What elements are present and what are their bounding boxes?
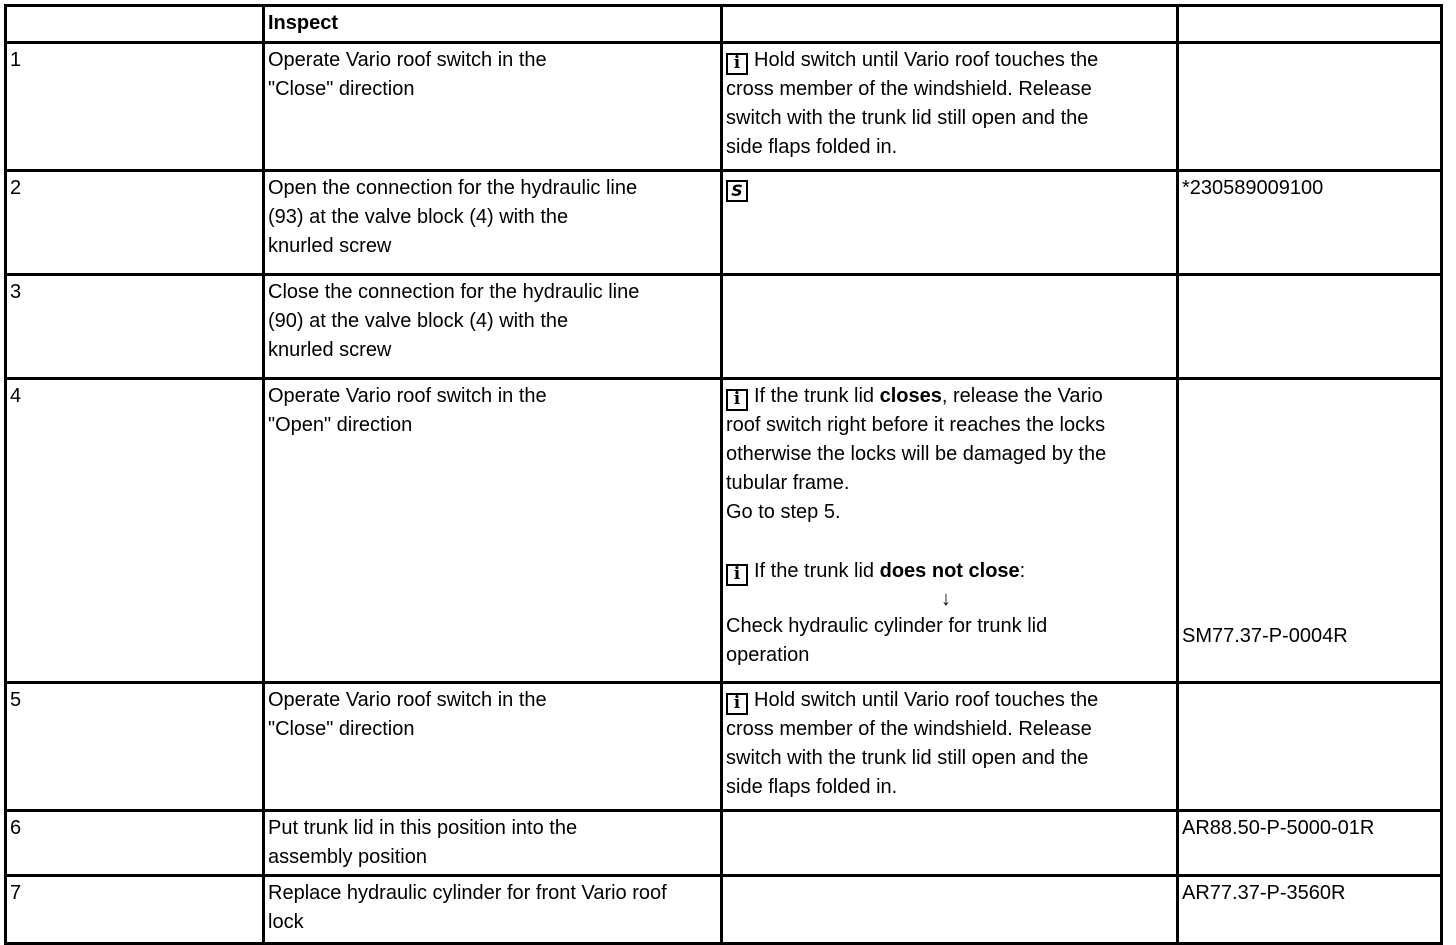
note-rest: :: [1019, 560, 1026, 582]
note-line: [726, 686, 1172, 715]
procedure-table: [4, 4, 1443, 945]
special-tool-icon: S: [726, 180, 748, 202]
action-line: Operate Vario roof switch in the: [268, 385, 547, 407]
note-line-text: Hold switch until Vario roof touches the: [754, 689, 1099, 711]
note-text: [722, 683, 1178, 811]
step-number: 7: [6, 876, 264, 944]
note-line: Go to step 5.: [726, 501, 841, 523]
action-line: "Open" direction: [268, 414, 413, 436]
table-row: [6, 171, 1442, 275]
reference-link[interactable]: SM77.37-P-0004R: [1178, 379, 1442, 683]
action-line: (93) at the valve block (4) with the: [268, 206, 569, 228]
note-text: [722, 171, 1178, 275]
reference-link[interactable]: AR88.50-P-5000-01R: [1178, 811, 1442, 876]
table-row: [6, 876, 1442, 944]
note-line: switch with the trunk lid still open and the: [726, 107, 1089, 129]
note-rest: , release the Vario: [941, 385, 1103, 407]
note-text: [722, 379, 1178, 683]
action-line: "Close" direction: [268, 718, 415, 740]
action-text: [264, 811, 722, 876]
step-number: 5: [6, 683, 264, 811]
note-text: [722, 876, 1178, 944]
note-text: [722, 275, 1178, 379]
note-line: [726, 46, 1172, 75]
action-line: Put trunk lid in this position into the: [268, 817, 578, 839]
reference-cell: [1178, 683, 1442, 811]
note-line: switch with the trunk lid still open and the: [726, 747, 1089, 769]
step-number: 1: [6, 43, 264, 171]
header-cell-step: [6, 6, 264, 43]
note-line: Check hydraulic cylinder for trunk lid: [726, 615, 1048, 637]
action-text: [264, 171, 722, 275]
note-emphasis: closes: [879, 385, 942, 407]
action-line: Close the connection for the hydraulic line: [268, 281, 640, 303]
action-line: Open the connection for the hydraulic line: [268, 177, 638, 199]
header-cell-inspect: Inspect: [264, 6, 722, 43]
action-text: [264, 876, 722, 944]
spacer: [726, 527, 1172, 557]
header-cell-ref: [1178, 6, 1442, 43]
note-line: operation: [726, 644, 810, 666]
action-line: Operate Vario roof switch in the: [268, 689, 547, 711]
note-line: side flaps folded in.: [726, 136, 898, 158]
step-number: 4: [6, 379, 264, 683]
action-line: (90) at the valve block (4) with the: [268, 310, 569, 332]
note-text: [722, 811, 1178, 876]
step-number: 6: [6, 811, 264, 876]
note-emphasis: does not close: [879, 560, 1020, 582]
action-line: Operate Vario roof switch in the: [268, 49, 547, 71]
table-row: [6, 275, 1442, 379]
note-line: roof switch right before it reaches the locks: [726, 414, 1106, 436]
action-text: [264, 683, 722, 811]
header-row: [6, 6, 1442, 43]
note-line: side flaps folded in.: [726, 776, 898, 798]
note-line: [726, 557, 1172, 586]
action-text: [264, 275, 722, 379]
table-row: [6, 683, 1442, 811]
reference-cell: [1178, 275, 1442, 379]
table-row: [6, 379, 1442, 683]
note-line: tubular frame.: [726, 472, 850, 494]
step-number: 3: [6, 275, 264, 379]
note-line: otherwise the locks will be damaged by the: [726, 443, 1107, 465]
action-line: Replace hydraulic cylinder for front Vario roof: [268, 882, 667, 904]
table-row: [6, 811, 1442, 876]
action-line: knurled screw: [268, 339, 392, 361]
info-icon: i: [726, 693, 748, 715]
down-arrow-icon: ↓: [941, 588, 951, 610]
info-icon: i: [726, 389, 748, 411]
note-line-text: Hold switch until Vario roof touches the: [754, 49, 1099, 71]
reference-link[interactable]: AR77.37-P-3560R: [1178, 876, 1442, 944]
step-number: 2: [6, 171, 264, 275]
info-icon: i: [726, 53, 748, 75]
note-line: [726, 382, 1172, 411]
action-line: "Close" direction: [268, 78, 415, 100]
note-line: cross member of the windshield. Release: [726, 78, 1092, 100]
note-line: cross member of the windshield. Release: [726, 718, 1092, 740]
note-prefix: If the trunk lid: [754, 385, 880, 407]
reference-link[interactable]: *230589009100: [1178, 171, 1442, 275]
info-icon: i: [726, 564, 748, 586]
action-line: lock: [268, 911, 304, 933]
table-row: [6, 43, 1442, 171]
action-text: [264, 379, 722, 683]
reference-cell: [1178, 43, 1442, 171]
note-prefix: If the trunk lid: [754, 560, 880, 582]
action-text: [264, 43, 722, 171]
action-line: assembly position: [268, 846, 427, 868]
action-line: knurled screw: [268, 235, 392, 257]
note-text: [722, 43, 1178, 171]
header-cell-note: [722, 6, 1178, 43]
